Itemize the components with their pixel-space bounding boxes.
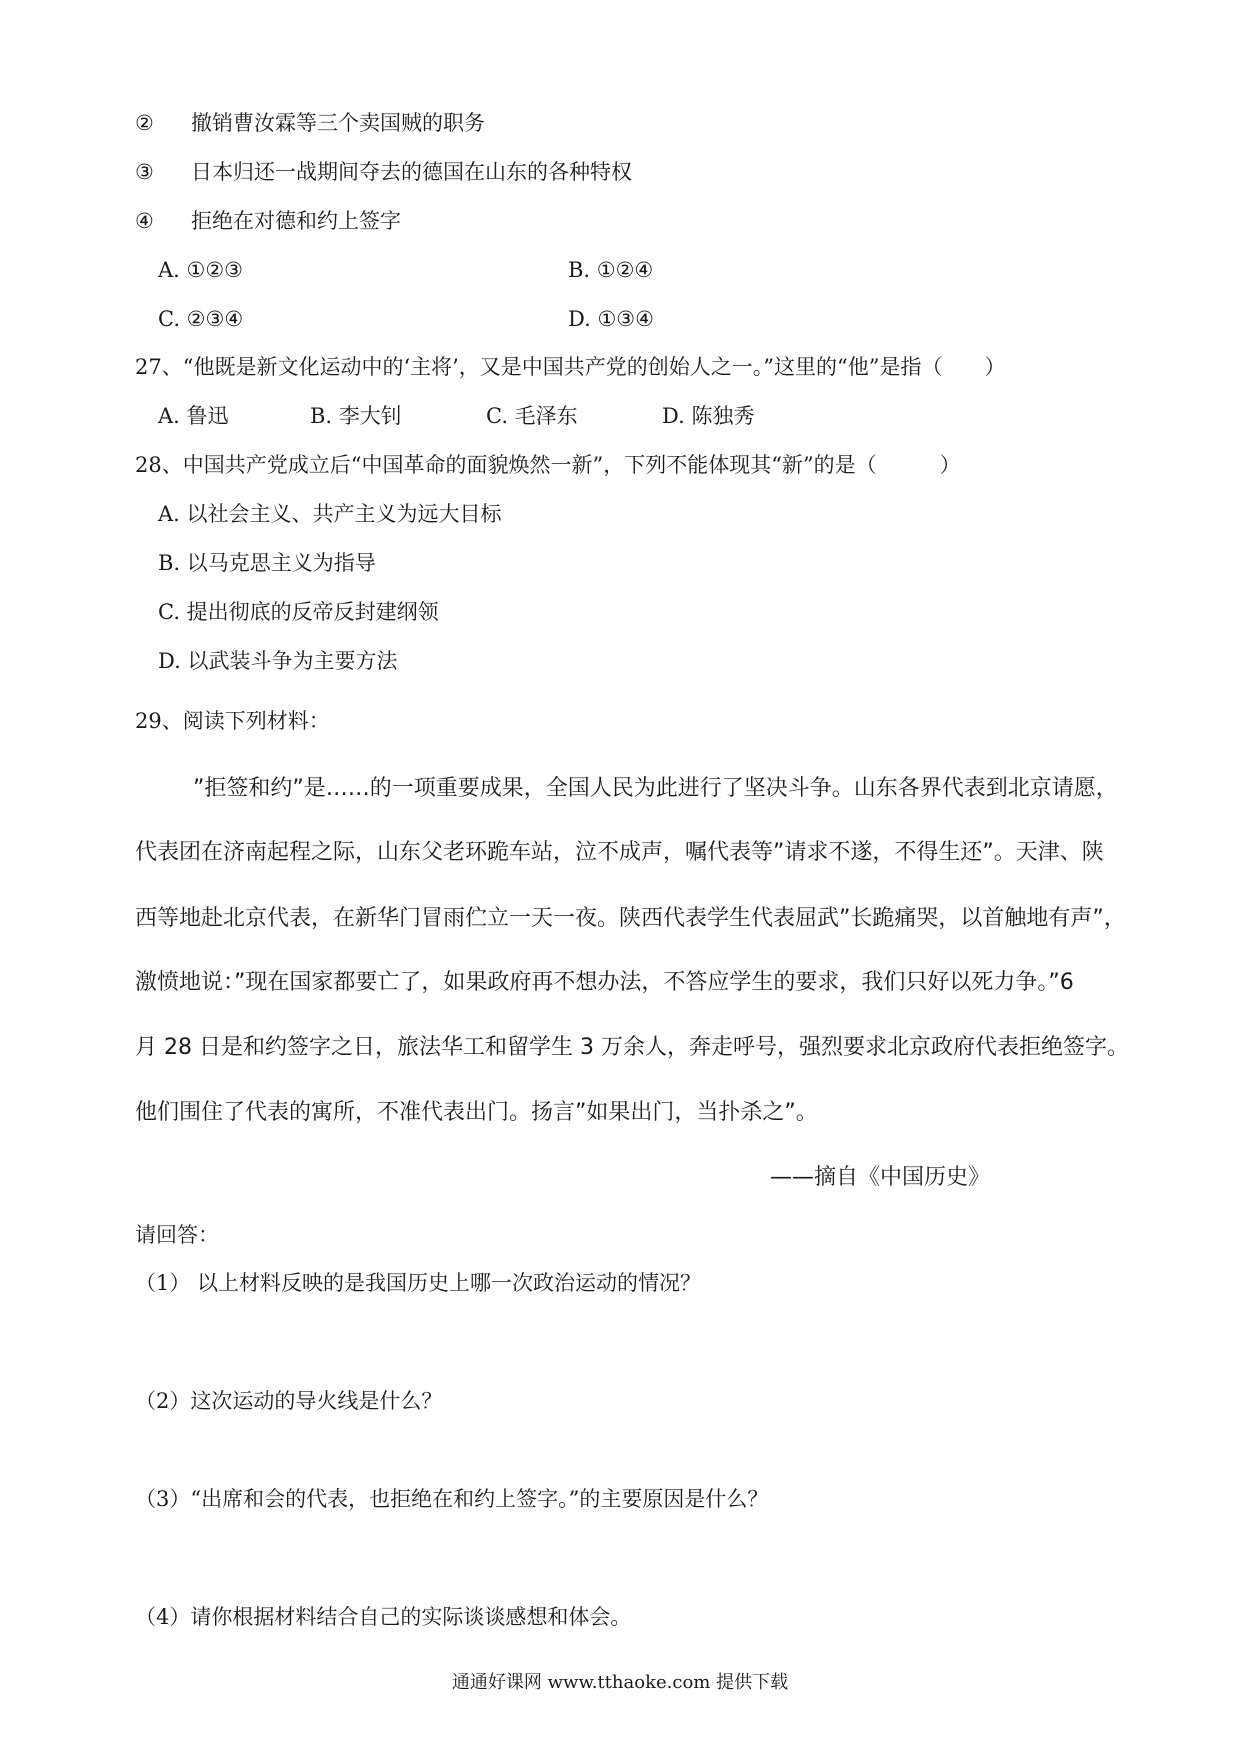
document-page: ② 撤销曹汝霖等三个卖国贼的职务 ③ 日本归还一战期间夺去的德国在山东的各种特权 ④ 拒绝在对德和约上签字 A. ①②③ B. ①②④ C. ②③④ D. ①③④ 27、“他既是新文化运动中的‘主将’，又是中国共产党的创始人之一。”这里的“他”是指（ ） A. 鲁迅 B. 李大钊 C. 毛泽东 D. 陈独秀 28、中国共产党成立后“中国革命的面貌焕然一新”，下列不能体现其“新”的是（ ） A. 以社会主义、共产主义为远大目标 B. 以马克思主义为指导 C. 提出彻底的反帝反封建纲领 D. 以武装斗争为主要方法 29、阅读下列材料： ”拒签和约”是……的一项重要成果，全国人民为此进行了坚决斗争。山东各界代表到北京请愿， 代表团在济南起程之际，山东父老环跪车站，泣不成声，嘱代表等”请求不遂，不得生还”。天津、陕 西等地赴北京代表，在新华门冒雨伫立一天一夜。陕西代表学生代表屈武”长跪痛哭，以首触地有声”， 激愤地说：”现在国家都要亡了，如果政府再不想办法，不答应学生的要求，我们只好以死力争。”6 月 28 日是和约签字之日，旅法华工和留学生 3 万余人，奔走呼号，强烈要求北京政府代表拒绝签字。 他们围住了代表的寓所，不准代表出门。扬言”如果出门，当扑杀之”。 ——摘自《中国历史》 请回答： （1） 以上材料反映的是我国历史上哪一次政治运动的情况？ （2）这次运动的导火线是什么？ （3）“出席和会的代表，也拒绝在和约上签字。”的主要原因是什么？ （4）请你根据材料结合自己的实际谈谈感想和体会。 通通好课网 www.tthaoke.com 提供下载 xyxy=(0,0,1240,1754)
passage-line-3: 西等地赴北京代表，在新华门冒雨伫立一天一夜。陕西代表学生代表屈武”长跪痛哭，以首触地有声”， xyxy=(135,906,1126,931)
passage-line-5: 月 28 日是和约签字之日，旅法华工和留学生 3 万余人，奔走呼号，强烈要求北京政府代表拒绝签字。 xyxy=(135,1035,1129,1060)
sub-question-1: （1） 以上材料反映的是我国历史上哪一次政治运动的情况？ xyxy=(135,1271,702,1295)
answer-prompt: 请回答： xyxy=(135,1223,219,1247)
sub-question-4: （4）请你根据材料结合自己的实际谈谈感想和体会。 xyxy=(135,1605,632,1629)
q26-option-a: A. ①②③ xyxy=(158,258,243,282)
q27-option-b: B. 李大钊 xyxy=(310,404,402,428)
passage-line-4: 激愤地说：”现在国家都要亡了，如果政府再不想办法，不答应学生的要求，我们只好以死力争。”6 xyxy=(135,970,1074,995)
q27-option-c: C. 毛泽东 xyxy=(486,404,578,428)
sub-question-2: （2）这次运动的导火线是什么？ xyxy=(135,1389,443,1413)
page-footer: 通通好课网 www.tthaoke.com 提供下载 xyxy=(451,1672,789,1693)
passage-line-1: ”拒签和约”是……的一项重要成果，全国人民为此进行了坚决斗争。山东各界代表到北京请愿， xyxy=(193,776,1118,801)
q28-option-d: D. 以武装斗争为主要方法 xyxy=(158,649,398,673)
q28-option-a: A. 以社会主义、共产主义为远大目标 xyxy=(158,502,502,526)
q27-stem: 27、“他既是新文化运动中的‘主将’，又是中国共产党的创始人之一。”这里的“他”是指（ ） xyxy=(135,355,1006,379)
q26-option-d: D. ①③④ xyxy=(568,307,654,331)
sub-question-3: （3）“出席和会的代表，也拒绝在和约上签字。”的主要原因是什么？ xyxy=(135,1487,769,1511)
q29-stem: 29、阅读下列材料： xyxy=(135,709,330,733)
passage-source: ——摘自《中国历史》 xyxy=(770,1165,991,1190)
q28-stem: 28、中国共产党成立后“中国革命的面貌焕然一新”，下列不能体现其“新”的是（ ） xyxy=(135,453,961,477)
q26-option-b: B. ①②④ xyxy=(568,258,654,282)
passage-line-2: 代表团在济南起程之际，山东父老环跪车站，泣不成声，嘱代表等”请求不遂，不得生还”。天津、陕 xyxy=(135,840,1104,865)
q28-option-c: C. 提出彻底的反帝反封建纲领 xyxy=(158,600,439,624)
q28-option-b: B. 以马克思主义为指导 xyxy=(158,551,376,575)
q26-option-c: C. ②③④ xyxy=(158,307,244,331)
passage-line-6: 他们围住了代表的寓所，不准代表出门。扬言”如果出门，当扑杀之”。 xyxy=(135,1100,818,1125)
q27-option-a: A. 鲁迅 xyxy=(158,404,229,428)
q27-option-d: D. 陈独秀 xyxy=(662,404,755,428)
